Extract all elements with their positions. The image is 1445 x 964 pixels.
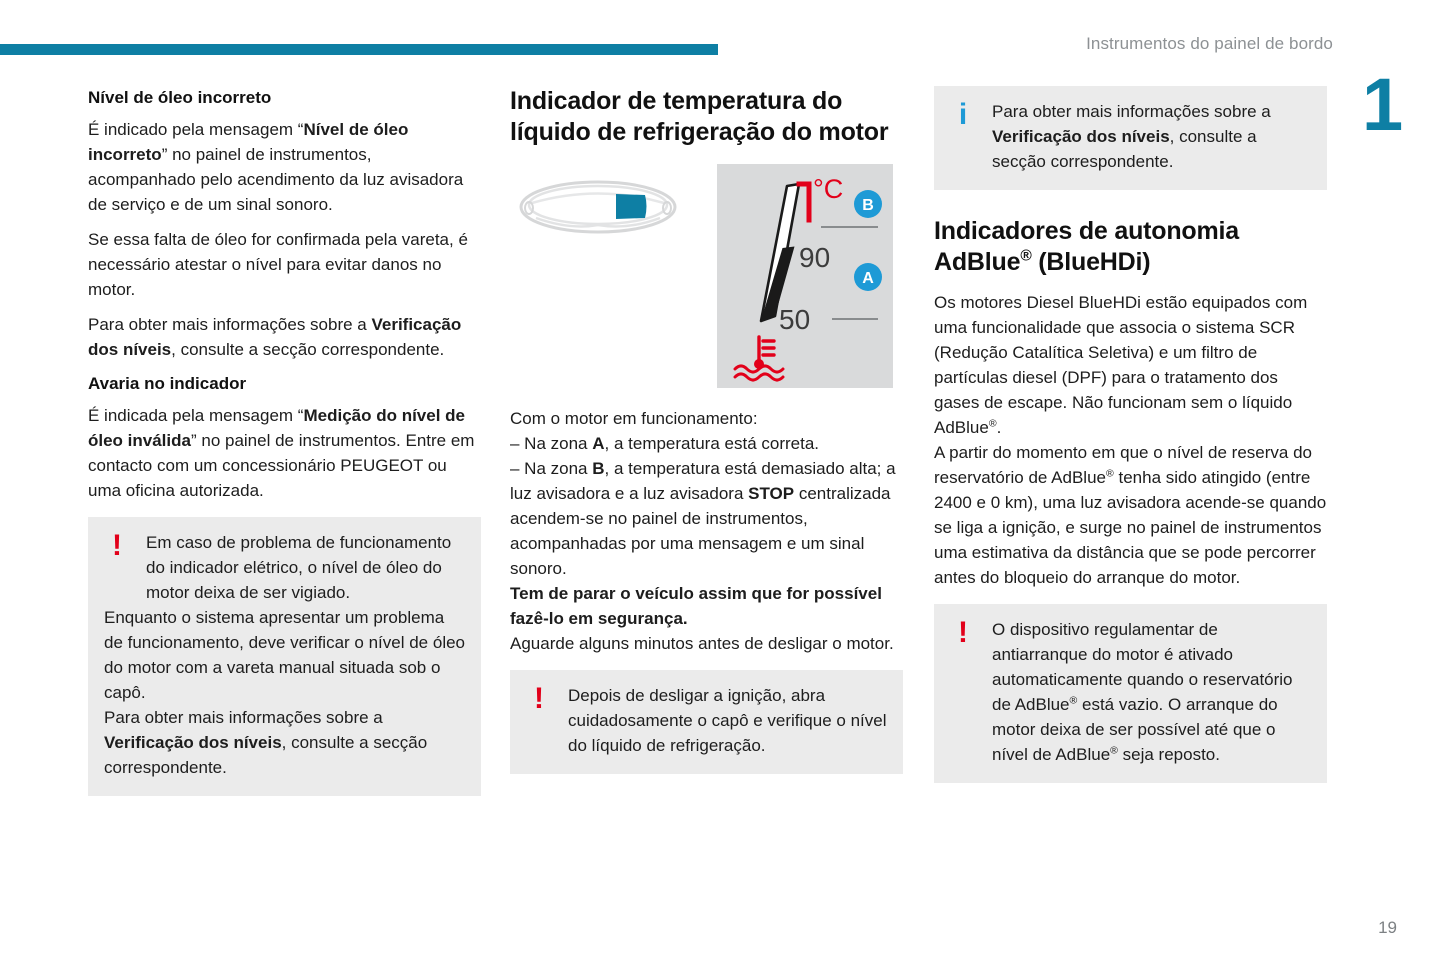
heading-avaria-no-indicador: Avaria no indicador — [88, 374, 247, 393]
text-run-bold: Verificação dos níveis — [992, 127, 1170, 146]
text-run: – Na zona — [510, 434, 593, 453]
info-icon: i — [958, 98, 968, 131]
text-run: , a temperatura está demasiado alta; a luz avisadora e a luz avisadora — [510, 459, 896, 503]
heading-nivel-oleo-incorreto: Nível de óleo incorreto — [88, 88, 272, 107]
tick-label-90: 90 — [799, 242, 831, 273]
text-run: Indicadores de autonomia AdBlue — [934, 217, 1239, 276]
callout-text — [950, 99, 1311, 174]
text-run: A partir do momento em que o nível de reserva do reservatório de AdBlue — [934, 443, 1312, 487]
paragraph-stop-vehicle — [510, 581, 903, 631]
text-run: , consulte a secção correspondente. — [992, 127, 1257, 171]
bullet-zone-b — [510, 456, 903, 581]
paragraph-oil-message — [88, 117, 481, 217]
figure-group — [510, 164, 903, 396]
text-run: Para obter mais informações sobre a — [992, 102, 1271, 121]
text-run-bold: Medição do nível de óleo inválida — [88, 406, 466, 450]
tick-label-50: 50 — [779, 304, 811, 335]
text-run: ” no painel de instrumentos. Entre em contacto com um concessionário PEUGEOT ou uma oficina autorizada. — [88, 431, 475, 500]
info-callout-levels — [934, 86, 1327, 190]
text-run: Para obter mais informações sobre a — [104, 708, 383, 727]
text-run-bold: Verificação dos níveis — [88, 315, 462, 359]
right-column — [934, 86, 1327, 783]
callout-text: Depois de desligar a ignição, abra cuidadosamente o capô e verifique o nível do líquido de refrigeração. — [568, 686, 887, 755]
registered-mark: ® — [1020, 247, 1032, 265]
running-head: Instrumentos do painel de bordo — [1086, 34, 1333, 53]
svg-text:B: B — [862, 197, 874, 214]
text-run: . — [996, 418, 1002, 437]
svg-text:A: A — [862, 270, 874, 287]
coolant-temperature-warning-lamp-icon — [735, 337, 783, 380]
oil-level-gauge-illustration — [518, 172, 678, 247]
text-run: É indicado pela mensagem “ — [88, 120, 304, 139]
warning-icon: ! — [534, 682, 544, 715]
callout-line-1: Em caso de problema de funcionamento do indicador elétrico, o nível de óleo do motor deixa de ser vigiado. — [146, 533, 452, 602]
text-run-bold: Verificação dos níveis — [104, 733, 282, 752]
text-run: , a temperatura está correta. — [604, 434, 820, 453]
coolant-temperature-gauge-illustration — [717, 164, 893, 388]
warning-icon: ! — [112, 529, 122, 562]
callout-text — [950, 617, 1311, 767]
text-run: – Na zona — [510, 459, 593, 478]
chapter-number-tab: 1 — [1362, 63, 1404, 146]
text-run: Para obter mais informações sobre a — [88, 315, 372, 334]
text-run-bold: STOP — [748, 484, 795, 503]
heading-indicador-temperatura: Indicador de temperatura do líquido de refrigeração do motor — [510, 87, 889, 146]
text-run-bold: B — [592, 459, 605, 478]
callout-line-3 — [104, 705, 465, 780]
heading-indicadores-autonomia-adblue — [934, 216, 1327, 278]
text-run: , consulte a secção correspondente. — [104, 733, 428, 777]
warning-callout-coolant — [510, 670, 903, 774]
callout-line-2: Enquanto o sistema apresentar um problema de funcionamento, deve verificar o nível de óleo do motor com a vareta manual situada sob o capô. — [104, 608, 466, 702]
unit-label-celsius: °C — [813, 174, 844, 204]
paragraph-oil-more-info — [88, 312, 481, 362]
paragraph-engine-running-intro: Com o motor em funcionamento: — [510, 409, 758, 428]
paragraph-oil-confirm: Se essa falta de óleo for confirmada pela vareta, é necessário atestar o nível para evitar danos no motor. — [88, 230, 468, 299]
text-run: tenha sido atingido (entre 2400 e 0 km), uma luz avisadora acende-se quando se liga a ignição, e surge no painel de instrumentos uma estimativa da distância que se pode percorrer antes do bloqueio do arranque do motor. — [934, 468, 1327, 587]
text-run: seja reposto. — [1117, 745, 1220, 764]
warning-icon: ! — [958, 616, 968, 649]
paragraph-adblue-reserve — [934, 440, 1327, 590]
page-number: 19 — [1378, 918, 1397, 937]
text-run: está vazio. O arranque do motor deixa de ser possível até que o nível de AdBlue — [992, 695, 1278, 764]
text-run: Os motores Diesel BlueHDi estão equipados com uma funcionalidade que associa o sistema SCR (Redução Catalítica Seletiva) e um filtro de partículas diesel (DPF) para o tratamento dos gases de escape. Não funcionam sem o líquido AdBlue — [934, 293, 1308, 437]
header-accent-rule — [0, 44, 718, 55]
paragraph-wait-minutes: Aguarde alguns minutos antes de desligar o motor. — [510, 634, 894, 653]
left-column — [88, 86, 481, 796]
bullet-zone-a — [510, 431, 903, 456]
text-run: ” no painel de instrumentos, acompanhado pelo acendimento da luz avisadora de serviço e de um sinal sonoro. — [88, 145, 464, 214]
text-run: (BlueHDi) — [1031, 248, 1151, 276]
text-run-bold: A — [592, 434, 605, 453]
text-run: O dispositivo regulamentar de antiarranque do motor é ativado automaticamente quando o reservatório de AdBlue — [992, 620, 1293, 714]
warning-callout-adblue — [934, 604, 1327, 783]
text-run-bold: Nível de óleo incorreto — [88, 120, 409, 164]
registered-mark: ® — [1110, 744, 1118, 757]
text-run: centralizada acendem-se no painel de instrumentos, acompanhadas por uma mensagem e um sinal sonoro. — [510, 484, 891, 578]
paragraph-fault-message — [88, 403, 481, 503]
registered-mark: ® — [988, 417, 997, 430]
registered-mark: ® — [1069, 694, 1078, 707]
registered-mark: ® — [1106, 467, 1114, 480]
text-run-bold: Tem de parar o veículo assim que for possível fazê-lo em segurança. — [510, 584, 882, 628]
paragraph-bluehdi-description — [934, 290, 1327, 440]
text-run: É indicada pela mensagem “ — [88, 406, 304, 425]
text-run: , consulte a secção correspondente. — [171, 340, 445, 359]
warning-callout-oil — [88, 517, 481, 796]
middle-column — [510, 86, 903, 774]
